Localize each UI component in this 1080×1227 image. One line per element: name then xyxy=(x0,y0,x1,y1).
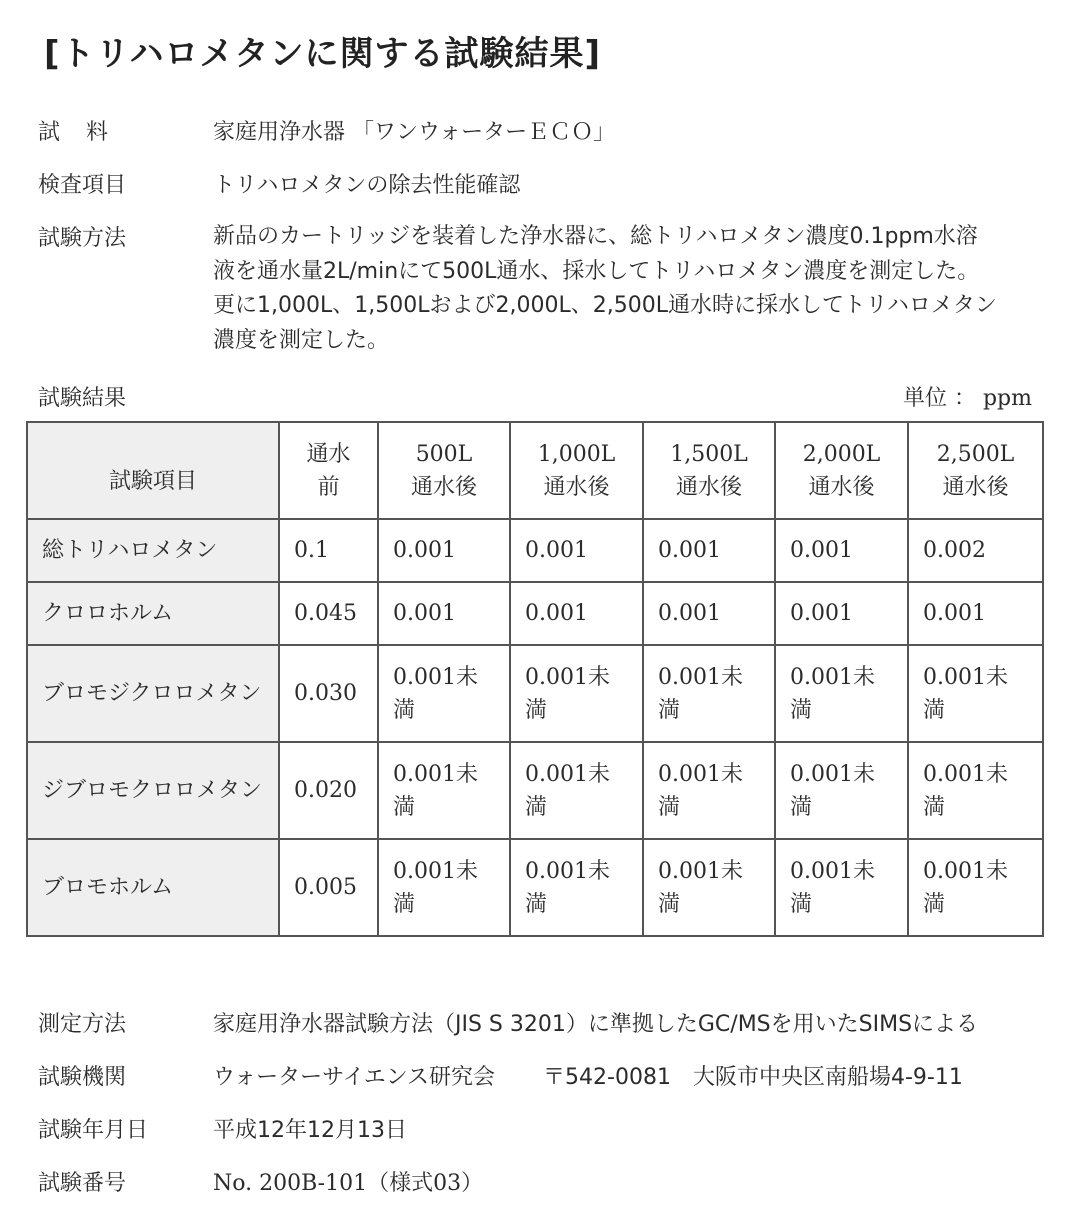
table-cell: 0.001未満 xyxy=(775,839,908,936)
header-line: 通水後 xyxy=(808,474,875,500)
date-value: 平成12年12月13日 xyxy=(213,1118,407,1143)
page-title: [トリハロメタンに関する試験結果] xyxy=(44,34,602,74)
results-table xyxy=(26,421,1044,937)
header-line: 通水後 xyxy=(675,474,742,500)
org-value xyxy=(213,1060,963,1091)
table-cell: 0.001 xyxy=(775,519,908,582)
table-cell: 0.001 xyxy=(643,582,775,645)
header-line: 通水 xyxy=(306,441,351,467)
table-cell: 0.001未満 xyxy=(378,839,510,936)
table-cell: 0.001未満 xyxy=(643,742,775,839)
header-column xyxy=(510,422,643,519)
table-cell: 0.001 xyxy=(510,519,643,582)
table-cell: 0.020 xyxy=(279,742,378,839)
row-item-name: ブロモジクロロメタン xyxy=(27,645,279,742)
table-body xyxy=(27,519,1043,936)
table-cell: 0.001未満 xyxy=(775,742,908,839)
org-label: 試験機関 xyxy=(38,1065,127,1090)
header-line: 2,000L xyxy=(802,441,881,467)
table-cell: 0.001未満 xyxy=(510,742,643,839)
table-row xyxy=(27,582,1043,645)
table-cell: 0.001未満 xyxy=(908,645,1043,742)
table-header-row xyxy=(27,422,1043,519)
item-label: 検査項目 xyxy=(38,173,127,198)
table-cell: 0.005 xyxy=(279,839,378,936)
unit-value: ppm xyxy=(982,386,1032,411)
table-cell: 0.001未満 xyxy=(643,839,775,936)
row-item-name: クロロホルム xyxy=(27,582,279,645)
header-line: 500L xyxy=(415,441,473,467)
table-row xyxy=(27,519,1043,582)
table-cell: 0.001未満 xyxy=(643,645,775,742)
table-cell: 0.001未満 xyxy=(510,839,643,936)
table-cell: 0.030 xyxy=(279,645,378,742)
table-row xyxy=(27,742,1043,839)
table-cell: 0.001 xyxy=(378,582,510,645)
method-label: 試験方法 xyxy=(38,226,127,251)
table-cell: 0.001 xyxy=(775,582,908,645)
header-line: 通水後 xyxy=(410,474,477,500)
table-cell: 0.001未満 xyxy=(775,645,908,742)
row-item-name: ブロモホルム xyxy=(27,839,279,936)
table-cell: 0.1 xyxy=(279,519,378,582)
header-line: 試験項目 xyxy=(108,469,197,494)
table-cell: 0.001未満 xyxy=(378,742,510,839)
measure-value: 家庭用浄水器試験方法（JIS S 3201）に準拠したGC/MSを用いたSIMSによる xyxy=(213,1012,979,1037)
table-cell: 0.001未満 xyxy=(378,645,510,742)
sample-value: 家庭用浄水器 「ワンウォーターＥＣＯ」 xyxy=(213,120,616,145)
unit-note xyxy=(903,381,1032,412)
measure-label: 測定方法 xyxy=(38,1012,127,1037)
number-label: 試験番号 xyxy=(38,1171,127,1196)
row-item-name: 総トリハロメタン xyxy=(27,519,279,582)
table-cell: 0.001 xyxy=(643,519,775,582)
table-cell: 0.002 xyxy=(908,519,1043,582)
table-cell: 0.045 xyxy=(279,582,378,645)
org-name: ウォーターサイエンス研究会 xyxy=(213,1065,496,1090)
method-description xyxy=(213,220,1043,358)
table-cell: 0.001 xyxy=(908,582,1043,645)
row-item-name: ジブロモクロロメタン xyxy=(27,742,279,839)
table-cell: 0.001 xyxy=(378,519,510,582)
method-line: 液を通水量2L/minにて500L通水、採水してトリハロメタン濃度を測定した。 xyxy=(213,258,980,284)
header-item xyxy=(27,422,279,519)
number-value: No. 200B-101（様式03） xyxy=(213,1171,484,1196)
unit-label: 単位 ： xyxy=(902,386,983,411)
table-cell: 0.001未満 xyxy=(908,742,1043,839)
header-column xyxy=(775,422,908,519)
header-line: 通水後 xyxy=(942,474,1009,500)
header-line: 1,500L xyxy=(670,441,748,467)
header-column xyxy=(908,422,1043,519)
header-line: 通水後 xyxy=(543,474,610,500)
sample-label: 試料 xyxy=(38,120,135,145)
method-line: 更に1,000L、1,500Lおよび2,000L、2,500L通水時に採水してトリハロメタン xyxy=(213,293,997,318)
header-line: 前 xyxy=(317,474,340,500)
method-line: 新品のカートリッジを装着した浄水器に、総トリハロメタン濃度0.1ppm水溶 xyxy=(213,224,978,249)
results-heading: 試験結果 xyxy=(38,386,127,411)
header-column xyxy=(279,422,378,519)
method-line: 濃度を測定した。 xyxy=(213,327,390,353)
org-address: 〒542-0081 大阪市中央区南船場4-9-11 xyxy=(543,1065,963,1090)
item-value: トリハロメタンの除去性能確認 xyxy=(213,173,521,198)
table-cell: 0.001 xyxy=(510,582,643,645)
header-line: 1,000L xyxy=(537,441,616,467)
header-column xyxy=(378,422,510,519)
header-line: 2,500L xyxy=(936,441,1015,467)
table-cell: 0.001未満 xyxy=(510,645,643,742)
header-column xyxy=(643,422,775,519)
table-row xyxy=(27,645,1043,742)
table-cell: 0.001未満 xyxy=(908,839,1043,936)
table-row xyxy=(27,839,1043,936)
date-label: 試験年月日 xyxy=(38,1118,149,1143)
